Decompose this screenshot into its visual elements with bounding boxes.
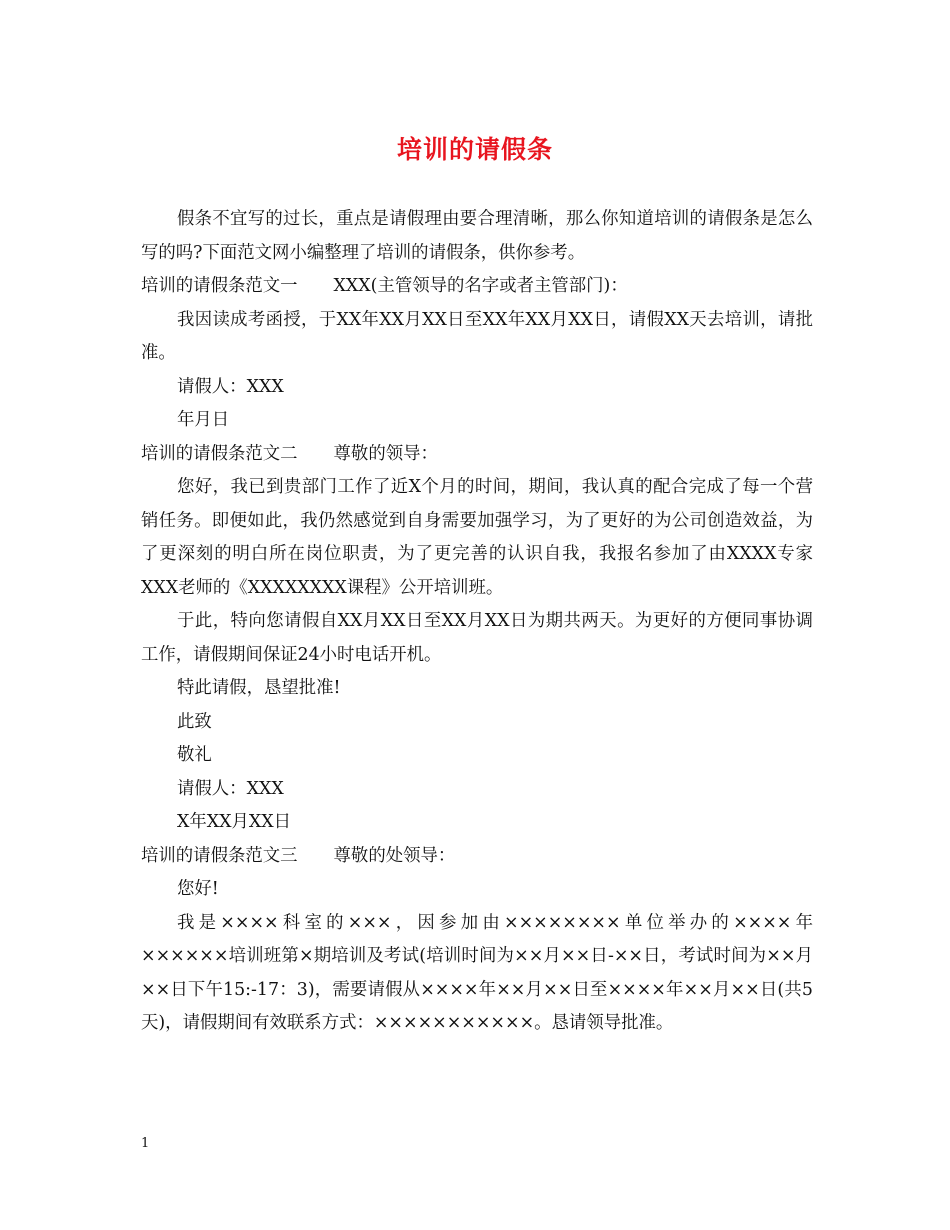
sample3-greeting: 您好!: [177, 879, 219, 899]
sample1-date: 年月日: [177, 410, 230, 430]
sample2-heading-line: [141, 438, 813, 472]
sample1-heading: 培训的请假条范文一: [141, 276, 298, 296]
sample1-heading-line: [141, 270, 813, 304]
sample1-signer: 请假人：XXX: [177, 376, 284, 397]
sample2-heading: 培训的请假条范文二: [141, 443, 298, 464]
sample2-date: X年XX月XX日: [177, 812, 292, 832]
document-title: 培训的请假条: [396, 135, 553, 164]
sample3-heading-line: [141, 840, 813, 874]
page-number: 1: [141, 1136, 150, 1151]
sample3-heading: 培训的请假条范文三: [141, 845, 298, 866]
sample1-body: 我因读成考函授，于XX年XX月XX日至XX年XX月XX日，请假XX天去培训，请批准。: [141, 309, 813, 363]
sample3-body: 我是××××科室的×××，因参加由××××××××单位举办的××××年××××××培训班第×期培训及考试(培训时间为××月××日-××日，考试时间为××月××日下午15:-17：3)，需要请假从××××年××月××日至××××年××月××日(共5天)，请假期间有效联系方式：×××××××××××。恳请领导批准。: [141, 912, 813, 1033]
sample1-salutation: XXX(主管领导的名字或者主管部门)：: [333, 276, 628, 296]
sample2-salutation: 尊敬的领导：: [333, 443, 438, 464]
document-body: [141, 203, 813, 1041]
sample2-closing-2: 此致: [177, 711, 212, 732]
intro-paragraph: 假条不宜写的过长，重点是请假理由要合理清晰，那么你知道培训的请假条是怎么写的吗?下面范文网小编整理了培训的请假条，供你参考。: [141, 209, 813, 263]
sample2-closing-1: 特此请假，恳望批准!: [177, 678, 341, 698]
sample2-closing-3: 敬礼: [177, 745, 212, 765]
sample3-salutation: 尊敬的处领导：: [333, 845, 456, 866]
sample2-signer: 请假人：XXX: [177, 778, 284, 799]
sample2-body-2: 于此，特向您请假自XX月XX日至XX月XX日为期共两天。为更好的方便同事协调工作，请假期间保证24小时电话开机。: [141, 611, 813, 665]
sample2-body-1: 您好，我已到贵部门工作了近X个月的时间，期间，我认真的配合完成了每一个营销任务。即便如此，我仍然感觉到自身需要加强学习，为了更好的为公司创造效益，为了更深刻的明白所在岗位职责，为了更完善的认识自我，我报名参加了由XXXX专家XXX老师的《XXXXXXXX课程》公开培训班。: [141, 477, 813, 598]
